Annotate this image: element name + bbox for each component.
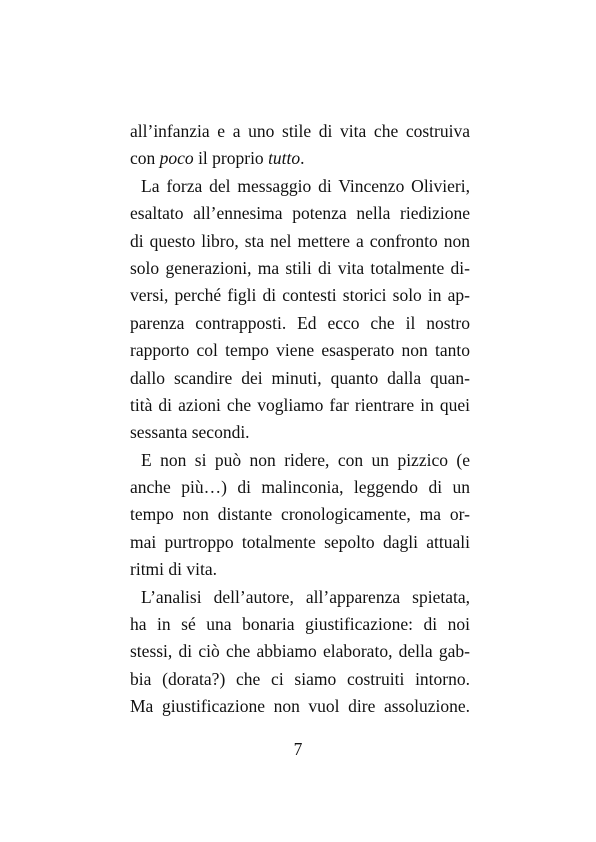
text-fragment: . [300,148,305,169]
page-number: 7 [293,739,303,759]
text-fragment: il proprio [193,148,269,169]
text-line: rapporto col tempo viene esasperato non tanto [130,340,470,361]
text-line: solo generazioni, ma stili di vita totalmente di- [130,257,470,278]
text-line: ritmi di vita. [130,559,218,580]
text-fragment: con [130,148,160,169]
text-line: di questo libro, sta nel mettere a confronto non [130,230,470,251]
text-line: sessanta secondi. [130,422,250,443]
text-line: stessi, di ciò che abbiamo elaborato, della gab- [130,641,470,662]
text-line: La forza del messaggio di Vincenzo Olivieri, [141,175,470,196]
text-line: anche più…) di malinconia, leggendo di un [130,477,470,498]
text-line: Ma giustificazione non vuol dire assoluzione. [130,696,470,717]
text-line: L’analisi dell’autore, all’apparenza spietata, [141,586,470,607]
text-line: all’infanzia e a uno stile di vita che costruiva [130,121,470,141]
text-line: parenza contrapposti. Ed ecco che il nostro [130,312,470,333]
text-line: versi, perché figli di contesti storici solo in ap- [130,285,470,306]
text-line: esaltato all’ennesima potenza nella riedizione [130,203,470,224]
text-line-with-italics [130,145,470,172]
italic-word: tutto [268,148,301,169]
text-line: tempo non distante cronologicamente, ma or- [130,504,470,525]
text-line: bia (dorata?) che ci siamo costruiti intorno. [130,668,470,689]
body-text [130,118,470,721]
text-line: E non si può non ridere, con un pizzico (e [141,449,470,470]
text-line: dallo scandire dei minuti, quanto dalla quan- [130,367,470,388]
text-line: ha in sé una bonaria giustificazione: di noi [130,614,470,635]
text-line: tità di azioni che vogliamo far rientrare in quei [130,394,470,415]
italic-word: poco [159,148,194,169]
text-line: mai purtroppo totalmente sepolto dagli attuali [130,531,470,552]
